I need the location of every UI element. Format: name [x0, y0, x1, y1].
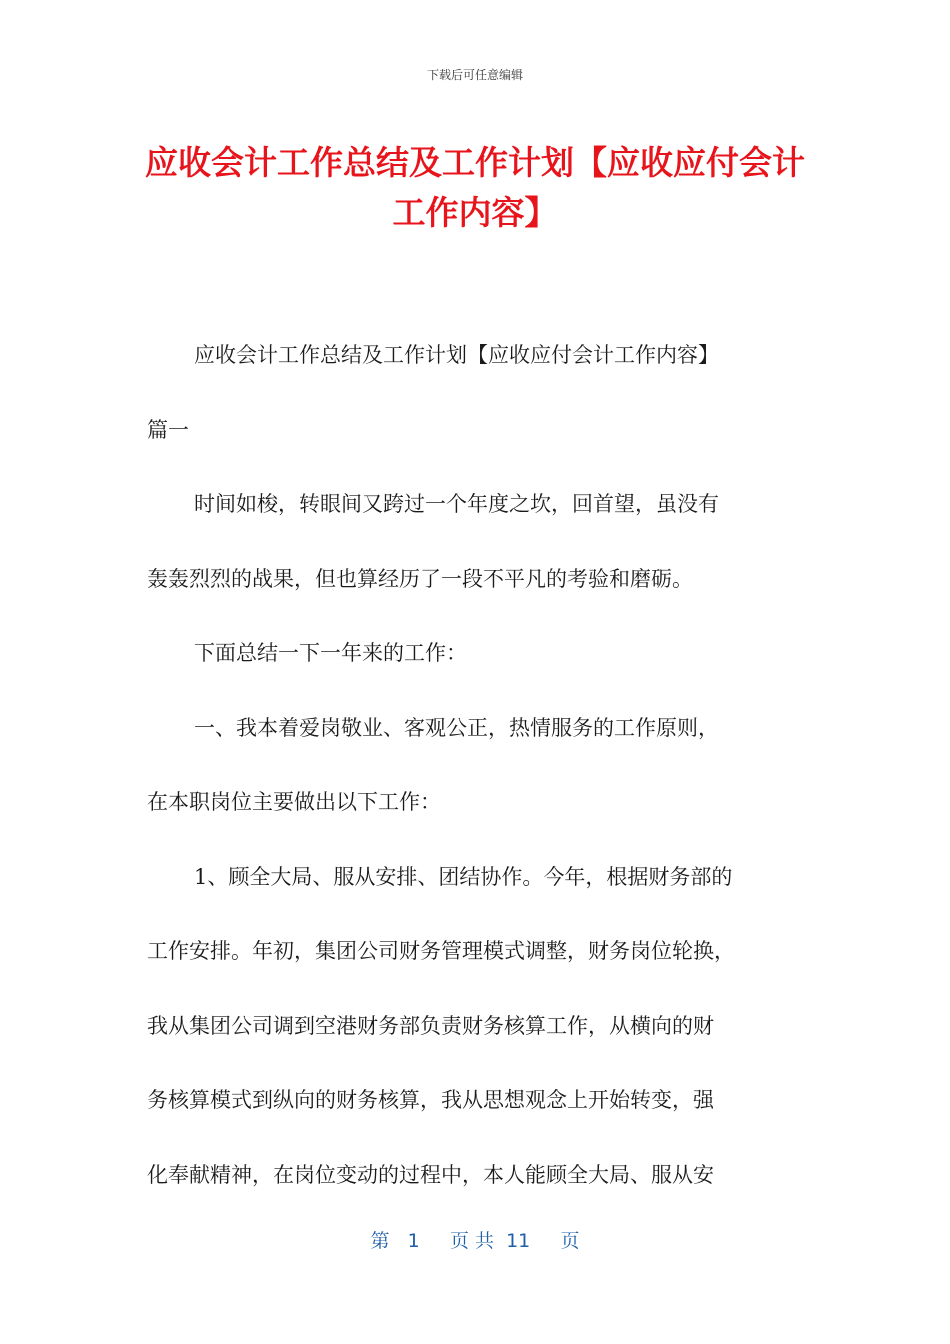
body-line: 应收会计工作总结及工作计划【应收应付会计工作内容】: [194, 343, 719, 367]
body-line: 1、顾全大局、服从安排、团结协作。今年，根据财务部的: [194, 864, 733, 889]
body-line: 轰轰烈烈的战果，但也算经历了一段不平凡的考验和磨砺。: [147, 566, 693, 591]
body-line: 下面总结一下一年来的工作：: [194, 641, 467, 665]
body-line: 一、我本着爱岗敬业、客观公正，热情服务的工作原则，: [194, 715, 719, 740]
body-line: 时间如梭，转眼间又跨过一个年度之坎，回首望，虽没有: [194, 492, 719, 516]
body-line: 务核算模式到纵向的财务核算，我从思想观念上开始转变，强: [147, 1088, 714, 1112]
document-body: [147, 318, 807, 1212]
page-number-footer: 第 1 页 共 11 页: [370, 1230, 580, 1252]
header-note: 下载后可任意编辑: [426, 68, 523, 82]
body-line: 我从集团公司调到空港财务部负责财务核算工作，从横向的财: [147, 1013, 714, 1038]
document-title: 应收会计工作总结及工作计划【应收应付会计工作内容】: [145, 143, 805, 232]
body-line: 工作安排。年初，集团公司财务管理模式调整，财务岗位轮换，: [147, 939, 735, 963]
body-line: 化奉献精神，在岗位变动的过程中，本人能顾全大局、服从安: [147, 1162, 714, 1187]
body-line: 篇一: [147, 417, 189, 442]
body-line: 在本职岗位主要做出以下工作：: [147, 790, 441, 814]
